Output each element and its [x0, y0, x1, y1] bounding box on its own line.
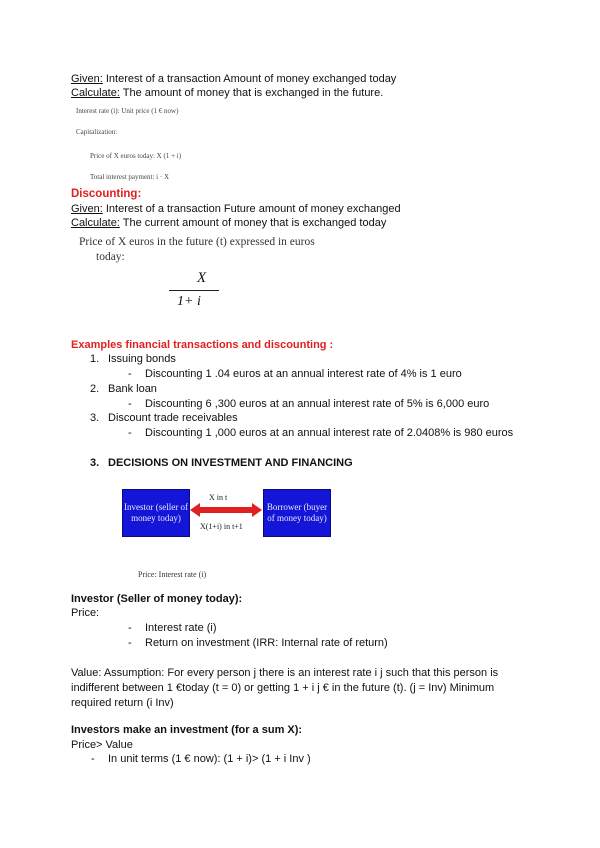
invest-dash: -: [91, 753, 95, 765]
example-3-detail: Discounting 1 ,000 euros at an annual interest rate of 2.0408% is 980 euros: [145, 427, 514, 439]
example-3-label: Discount trade receivables: [108, 412, 238, 424]
formula-numerator: X: [197, 270, 207, 286]
calculate-line-2: [71, 217, 386, 229]
scan-capitalization-heading: Capitalization:: [76, 128, 118, 136]
example-2-detail: Discounting 6 ,300 euros at an annual interest rate of 5% is 6,000 euro: [145, 398, 490, 410]
section-3-num: 3.: [90, 457, 100, 469]
given-text-2: Interest of a transaction Future amount of money exchanged: [102, 203, 401, 215]
value-paragraph: Value: Assumption: For every person j there is an interest rate i j such that this person is indifferent between 1 €today (t = 0) or getting 1 + i j € in the future (t). (j = Inv) Minimum required return (i Inv): [71, 667, 499, 709]
calculate-line-1: [71, 87, 383, 99]
scan-interest-rate: Interest rate (i): Unit price (1 € now): [76, 107, 179, 115]
price-value-line: Price> Value: [71, 739, 133, 751]
given-label-2: Given:: [71, 203, 103, 215]
examples-heading: Examples financial transactions and discounting :: [71, 339, 334, 351]
scan-price-today: Price of X euros today: X (1 + i): [90, 152, 182, 160]
bullet-interest-rate: Interest rate (i): [145, 622, 217, 634]
example-1-detail: Discounting 1 .04 euros at an annual interest rate of 4% is 1 euro: [145, 368, 462, 380]
example-2-dash: -: [128, 398, 132, 410]
discounting-heading: Discounting:: [71, 188, 142, 200]
investor-box: Investor (seller of money today): [122, 489, 190, 537]
example-1-dash: -: [128, 368, 132, 380]
calculate-text-2: The current amount of money that is exchanged today: [119, 217, 387, 229]
bullet-1-dash: -: [128, 622, 132, 634]
price-label: Price:: [71, 607, 100, 619]
unit-terms-line: In unit terms (1 € now): (1 + i)> (1 + i Inv ): [108, 753, 311, 765]
example-1-num: 1.: [90, 353, 100, 365]
arrow-bottom-label: X(1+i) in t+1: [200, 522, 243, 531]
example-3-num: 3.: [90, 412, 100, 424]
investor-heading: Investor (Seller of money today):: [71, 593, 243, 605]
scan-total-interest: Total interest payment: i · X: [90, 173, 170, 181]
scan-future-price: Price of X euros in the future (t) expressed in euros: [79, 236, 315, 248]
calculate-label-2: Calculate:: [71, 217, 120, 229]
scan-today: today:: [96, 251, 125, 263]
invest-decision-heading: Investors make an investment (for a sum X):: [71, 724, 303, 736]
given-line-2: [71, 203, 401, 215]
given-label: Given:: [71, 73, 103, 85]
bullet-irr: Return on investment (IRR: Internal rate of return): [145, 637, 388, 649]
example-1-label: Issuing bonds: [108, 353, 176, 365]
formula-denominator: 1+ i: [177, 294, 201, 309]
diagram-caption: Price: Interest rate (i): [138, 570, 207, 579]
example-2-num: 2.: [90, 383, 100, 395]
given-text: Interest of a transaction Amount of money exchanged today: [102, 73, 397, 85]
calculate-label: Calculate:: [71, 87, 120, 99]
calculate-text: The amount of money that is exchanged in the future.: [119, 87, 384, 99]
example-3-dash: -: [128, 427, 132, 439]
bullet-2-dash: -: [128, 637, 132, 649]
example-2-label: Bank loan: [108, 383, 157, 395]
formula-fraction-bar: [169, 290, 219, 291]
borrower-box: Borrower (buyer of money today): [263, 489, 331, 537]
given-line-1: [71, 73, 396, 85]
arrow-top-label: X in t: [209, 493, 228, 502]
double-arrow-icon: [190, 502, 262, 518]
section-3-title: DECISIONS ON INVESTMENT AND FINANCING: [108, 457, 353, 469]
